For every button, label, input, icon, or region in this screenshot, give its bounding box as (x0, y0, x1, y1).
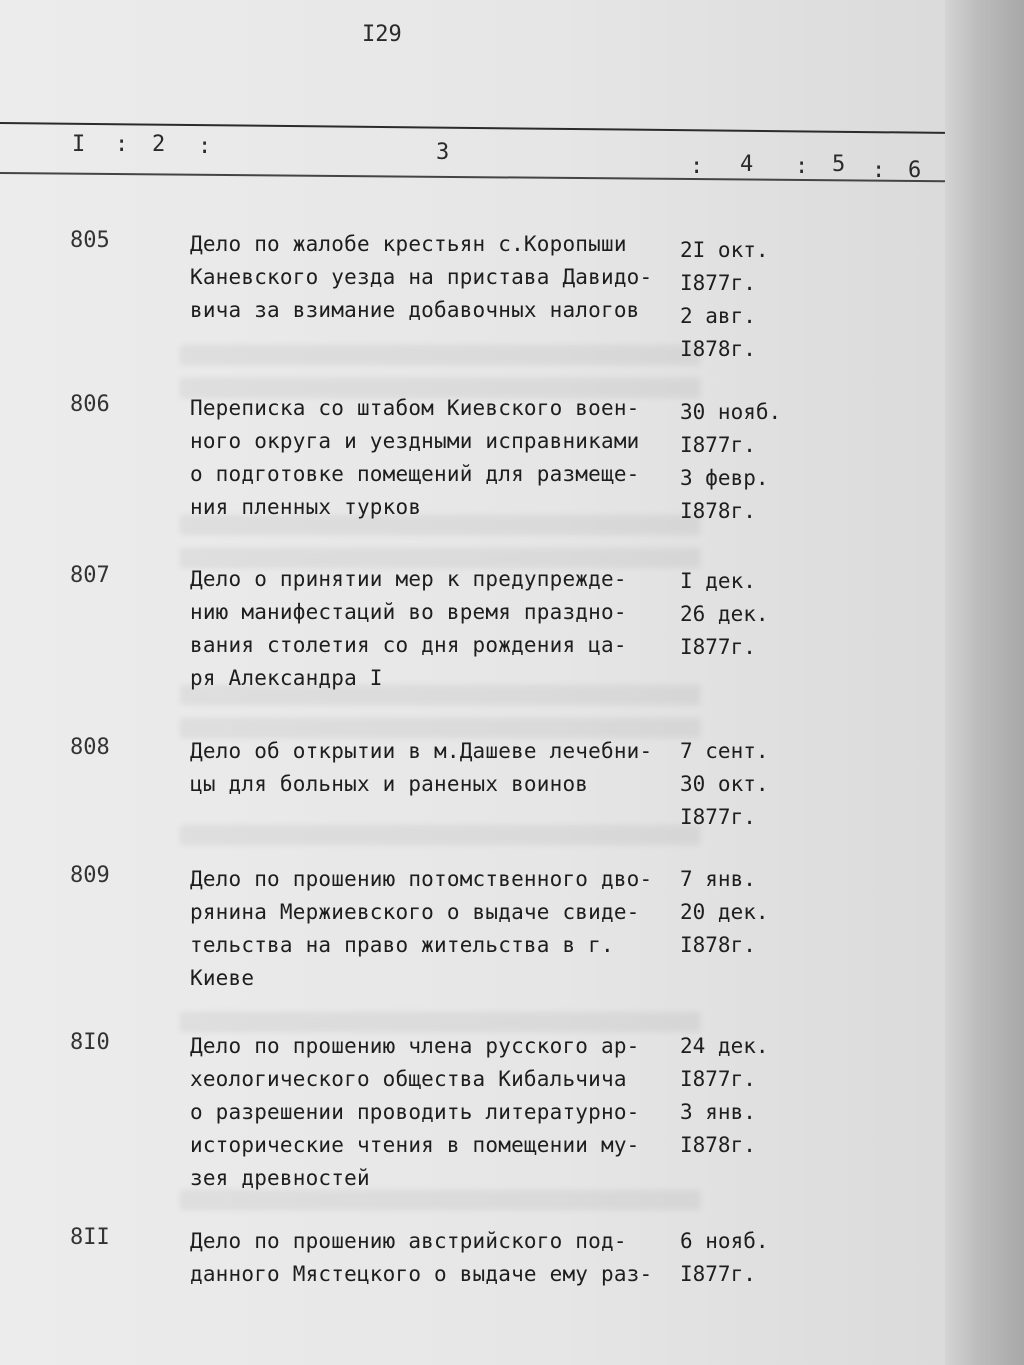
bleed-through (180, 1012, 700, 1032)
description-line: исторические чтения в помещении му- (190, 1133, 640, 1157)
description-line: Каневского уезда на пристава Давидо- (190, 265, 653, 289)
date-line: I877г. (680, 635, 756, 659)
entry-description (190, 392, 670, 524)
description-line: данного Мястецкого о выдаче ему раз- (190, 1262, 653, 1286)
entry-dates (680, 735, 800, 834)
date-line: 2I окт. (680, 238, 769, 262)
date-line: 30 нояб. (680, 400, 782, 424)
date-line: 6 нояб. (680, 1229, 769, 1253)
date-line: 3 янв. (680, 1100, 756, 1124)
description-line: ря Александра I (190, 666, 383, 690)
entry-dates (680, 863, 800, 962)
date-line: I877г. (680, 271, 756, 295)
description-line: нию манифестаций во время праздно- (190, 600, 627, 624)
date-line: I877г. (680, 1262, 756, 1286)
column-header-6: 6 (908, 158, 922, 183)
column-separator: : (198, 134, 212, 159)
entry-number: 8II (70, 1225, 110, 1250)
date-line: 7 сент. (680, 739, 769, 763)
column-header-4: 4 (740, 152, 754, 177)
bleed-through (180, 345, 700, 365)
column-separator: : (690, 154, 704, 179)
entry-description (190, 735, 670, 801)
entry-number: 807 (70, 563, 110, 588)
date-line: 20 дек. (680, 900, 769, 924)
bleed-through (180, 825, 700, 845)
column-header-5: 5 (832, 152, 846, 177)
date-line: I877г. (680, 433, 756, 457)
entry-description (190, 228, 670, 327)
entry-number: 806 (70, 392, 110, 417)
entry-dates (680, 1030, 800, 1162)
description-line: о подготовке помещений для размеще- (190, 462, 640, 486)
description-line: ного округа и уездными исправниками (190, 429, 640, 453)
entry-description (190, 563, 670, 695)
column-header-3: 3 (436, 140, 450, 165)
date-line: I878г. (680, 499, 756, 523)
column-separator: : (872, 158, 886, 183)
entry-number: 8I0 (70, 1030, 110, 1055)
description-line: вания столетия со дня рождения ца- (190, 633, 627, 657)
page-number: I29 (362, 22, 402, 47)
entry-number: 809 (70, 863, 110, 888)
description-line: ния пленных турков (190, 495, 422, 519)
column-separator: : (115, 132, 129, 157)
column-header-2: 2 (152, 132, 166, 157)
date-line: 7 янв. (680, 867, 756, 891)
description-line: цы для больных и раненых воинов (190, 772, 589, 796)
description-line: хеологического общества Кибальчича (190, 1067, 627, 1091)
date-line: I877г. (680, 1067, 756, 1091)
description-line: Дело о принятии мер к предупрежде- (190, 567, 627, 591)
description-line: Дело по прошению австрийского под- (190, 1229, 627, 1253)
entry-description (190, 1030, 670, 1195)
entry-description (190, 863, 670, 995)
entry-description (190, 1225, 670, 1291)
date-line: 30 окт. (680, 772, 769, 796)
date-line: 24 дек. (680, 1034, 769, 1058)
entry-number: 808 (70, 735, 110, 760)
description-line: Дело по жалобе крестьян с.Коропыши (190, 232, 627, 256)
description-line: Дело по прошению потомственного дво- (190, 867, 653, 891)
description-line: Переписка со штабом Киевского воен- (190, 396, 640, 420)
next-page-edge (945, 0, 1024, 1365)
description-line: рянина Мержиевского о выдаче свиде- (190, 900, 640, 924)
date-line: I877г. (680, 805, 756, 829)
date-line: I878г. (680, 1133, 756, 1157)
description-line: вича за взимание добавочных налогов (190, 298, 640, 322)
date-line: I дек. (680, 569, 756, 593)
entry-dates (680, 565, 800, 664)
date-line: I878г. (680, 933, 756, 957)
entry-dates (680, 1225, 800, 1291)
description-line: Дело по прошению члена русского ар- (190, 1034, 640, 1058)
date-line: I878г. (680, 337, 756, 361)
description-line: Дело об открытии в м.Дашеве лечебни- (190, 739, 653, 763)
date-line: 26 дек. (680, 602, 769, 626)
description-line: о разрешении проводить литературно- (190, 1100, 640, 1124)
description-line: тельства на право жительства в г. (190, 933, 614, 957)
date-line: 2 авг. (680, 304, 756, 328)
column-separator: : (795, 154, 809, 179)
description-line: зея древностей (190, 1166, 370, 1190)
column-header-1: I (72, 132, 86, 157)
description-line: Киеве (190, 966, 255, 990)
date-line: 3 февр. (680, 466, 769, 490)
entry-dates (680, 234, 800, 366)
entry-dates (680, 396, 800, 528)
entry-number: 805 (70, 228, 110, 253)
